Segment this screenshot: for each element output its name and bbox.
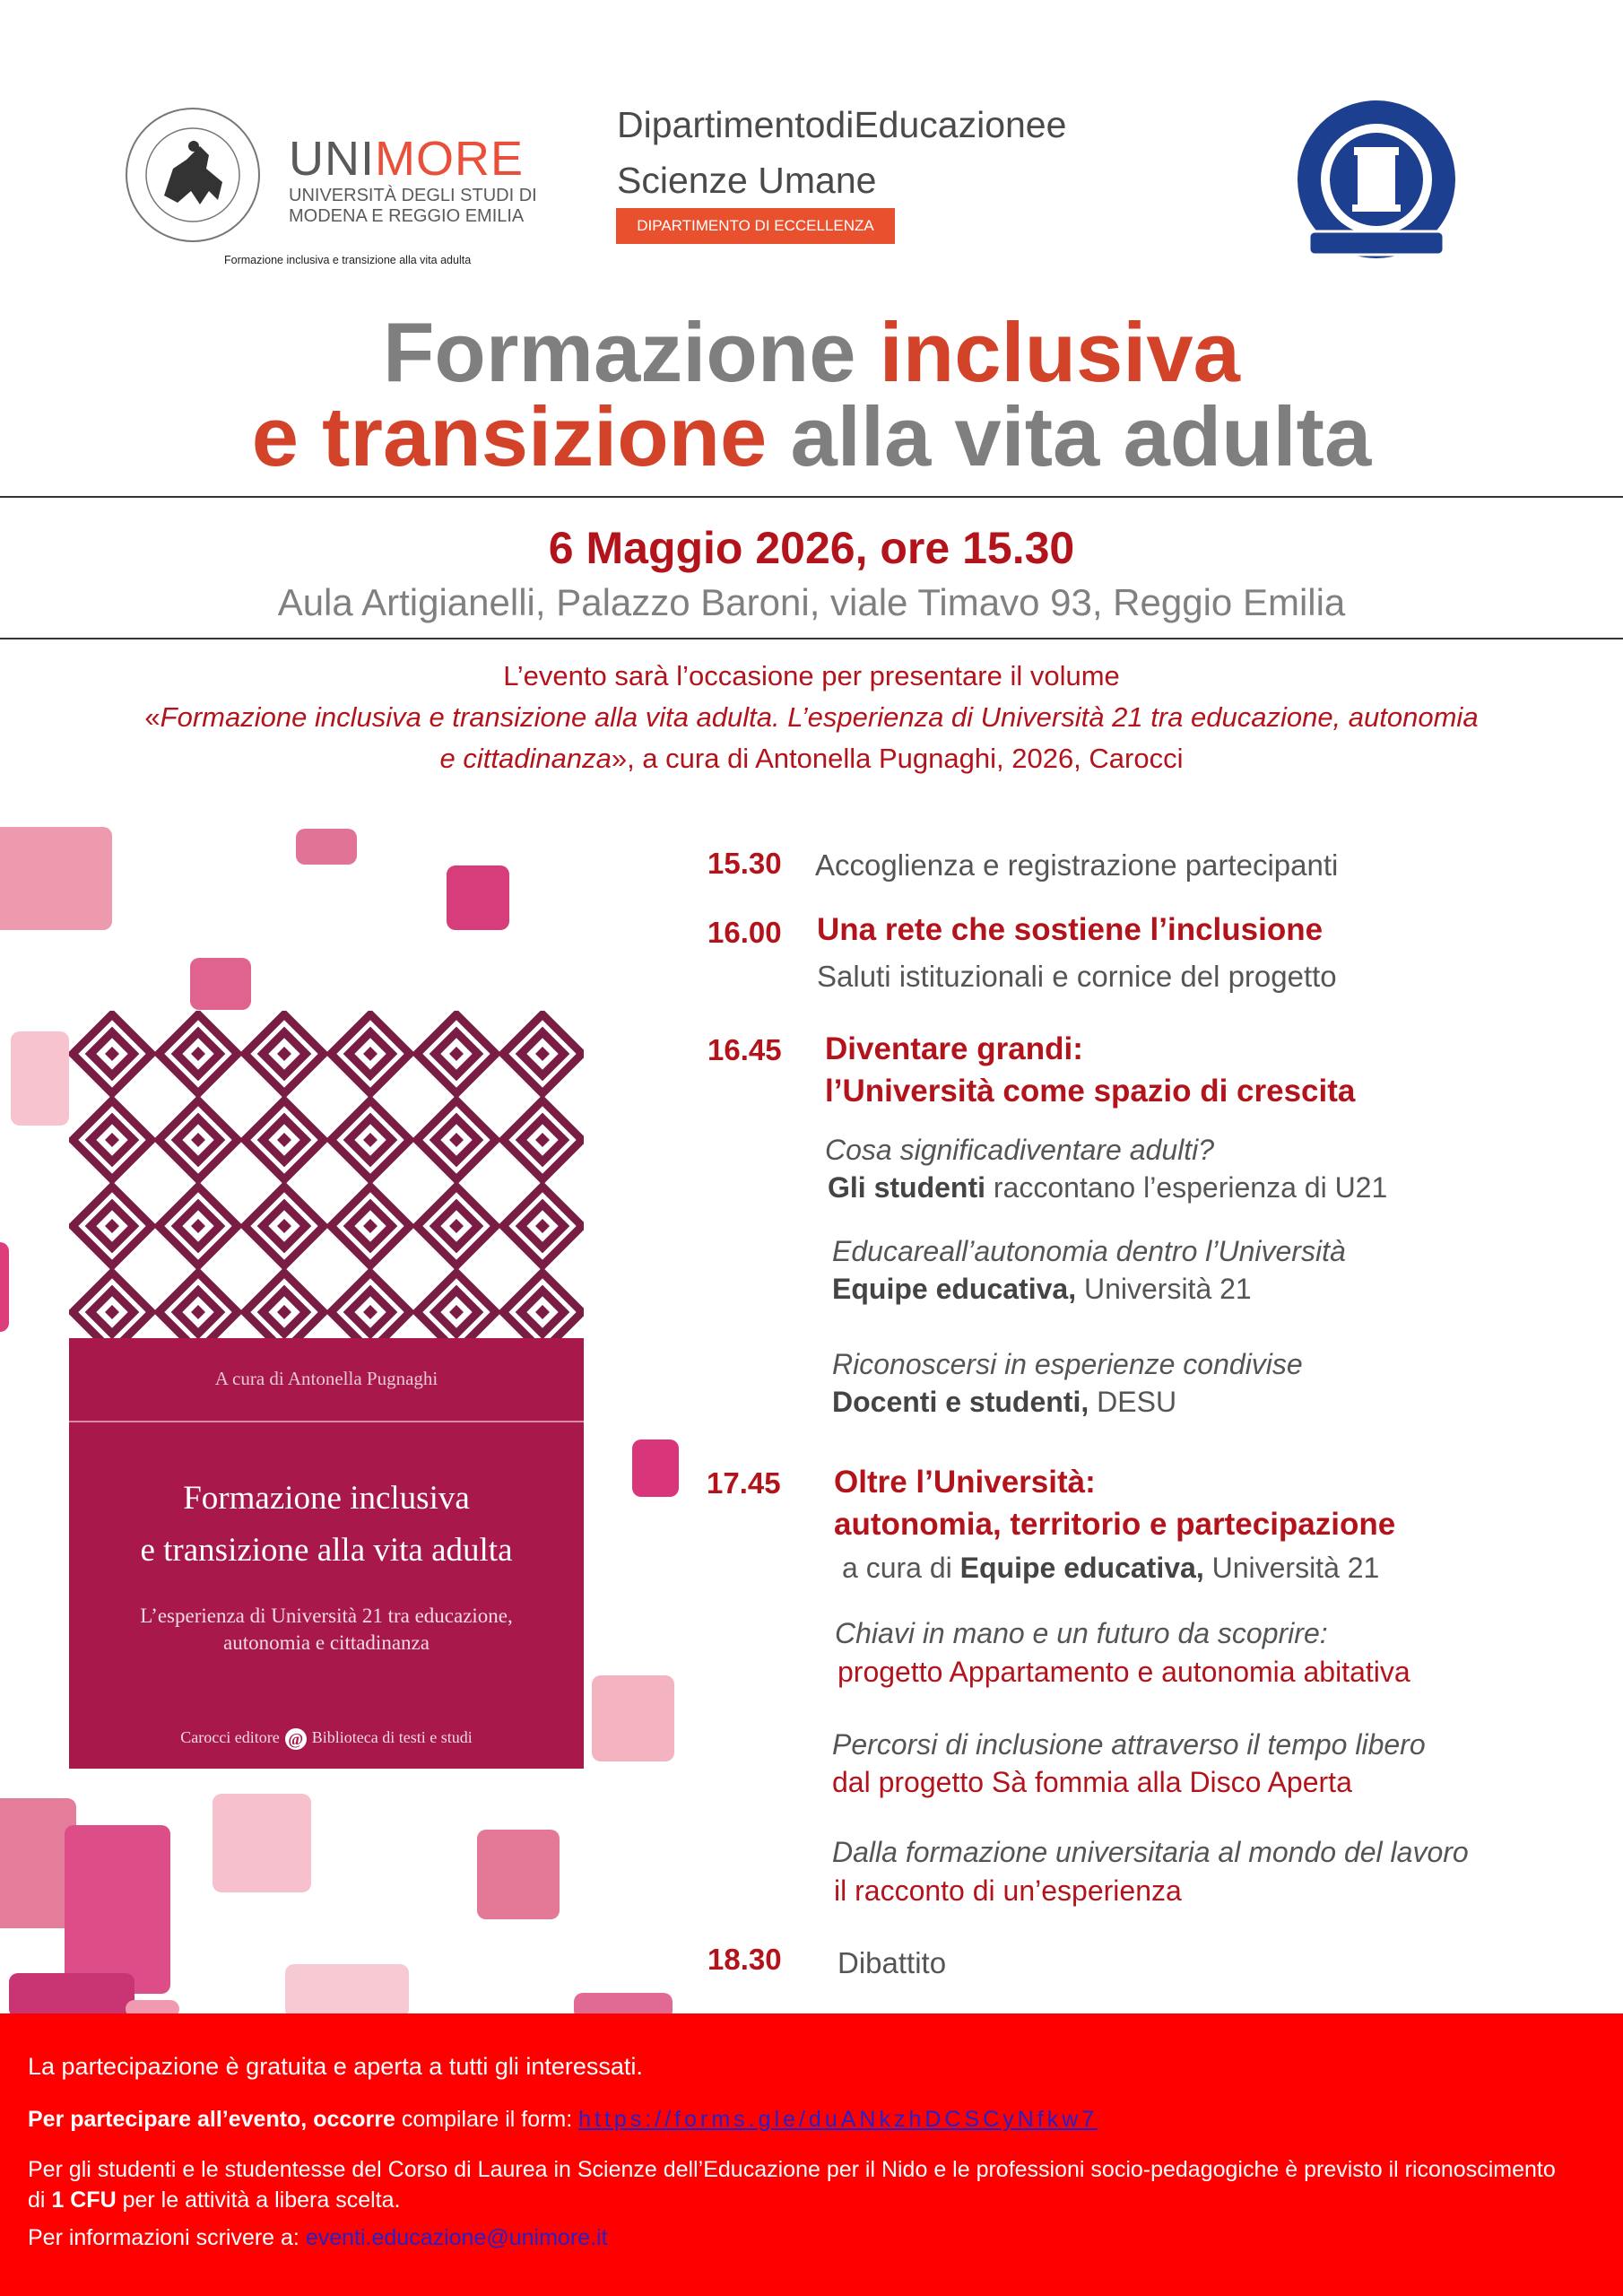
department-name-line-1: DipartimentodiEducazionee (617, 104, 1067, 145)
event-date: 6 Maggio 2026, ore 15.30 (548, 523, 1075, 573)
program-subitem-project: il racconto di un’esperienza (834, 1874, 1182, 1907)
event-title-line-1: Formazione inclusiva (383, 305, 1240, 399)
program-time: 17.45 (707, 1466, 781, 1500)
program-item-text: Accoglienza e registrazione partecipanti (815, 848, 1339, 882)
greek-key-pattern (69, 1011, 584, 1338)
book-cover (69, 1011, 584, 1769)
program-subitem-speaker: Equipe educativa, Università 21 (832, 1273, 1252, 1305)
book-title: Formazione inclusiva e transizione alla vita adulta (140, 1480, 513, 1569)
program-subitem-title: Dalla formazione universitaria al mondo del lavoro (832, 1836, 1469, 1868)
program-time: 16.45 (707, 1033, 782, 1066)
program-subitem-speaker: Docenti e studenti, DESU (832, 1386, 1177, 1418)
logo-caption: Formazione inclusiva e transizione alla vita adulta (224, 254, 472, 266)
program-subitem-speaker: Gli studenti raccontano l’esperienza di U21 (828, 1171, 1388, 1204)
contact-email-link[interactable]: eventi.educazione@unimore.it (305, 2225, 608, 2250)
divider-top (0, 496, 1623, 498)
unimore-subtitle: UNIVERSITÀ DEGLI STUDI DI MODENA E REGGIO EMILIA (289, 186, 537, 226)
program-item-heading: Oltre l’Università: autonomia, territorio e partecipazione (834, 1465, 1396, 1542)
program-item-text: Dibattito (838, 1946, 947, 1979)
program-item-heading: Diventare grandi: l’Università come spazio di crescita (825, 1031, 1356, 1109)
program-time: 18.30 (707, 1943, 782, 1976)
department-name-line-2: Scienze Umane (617, 160, 877, 201)
book-publisher: Carocci editore @ Biblioteca di testi e studi (180, 1728, 473, 1748)
program-subitem-project: progetto Appartamento e autonomia abitativa (838, 1656, 1410, 1688)
program-subitem-title: Riconoscersi in esperienze condivise (832, 1348, 1303, 1380)
program-subitem-project: dal progetto Sà fommia alla Disco Aperta (832, 1766, 1352, 1798)
event-title-line-2: e transizione alla vita adulta (251, 389, 1372, 483)
divider-bottom (0, 638, 1623, 639)
universita-21-logo (1291, 97, 1462, 267)
intro-book-reference: «Formazione inclusiva e transizione alla vita adulta. L’esperienza di Università 21 tra educazione, autonomia e cittadinanza», a cura di Antonella Pugnaghi, 2026, Carocci (144, 701, 1479, 774)
program-subitem-title: Percorsi di inclusione attraverso il tempo libero (832, 1728, 1426, 1761)
intro-line-1: L’evento sarà l’occasione per presentare il volume (503, 660, 1120, 691)
footer-contact: Per informazioni scrivere a: eventi.educazione@unimore.it (28, 2225, 608, 2250)
registration-form-link[interactable]: https://forms.gle/duANkzhDCSCyNfkw7 (578, 2107, 1098, 2132)
unimore-wordmark: UNIMORE (289, 132, 524, 186)
footer-registration: Per partecipare all’evento, occorre compilare il form: https://forms.gle/duANkzhDCSCyNfkw7 (28, 2107, 1098, 2132)
book-author: A cura di Antonella Pugnaghi (214, 1368, 438, 1389)
program-item-heading: Una rete che sostiene l’inclusione (817, 912, 1324, 947)
program-item-text: Saluti istituzionali e cornice del progetto (817, 960, 1337, 993)
event-venue: Aula Artigianelli, Palazzo Baroni, viale Timavo 93, Reggio Emilia (277, 581, 1346, 623)
book-subtitle: L’esperienza di Università 21 tra educazione, autonomia e cittadinanza (140, 1605, 513, 1654)
department-excellence-badge: DIPARTIMENTO DI ECCELLENZA (616, 208, 895, 244)
program-time: 15.30 (707, 847, 782, 880)
program-subitem-title: Cosa significadiventare adulti? (825, 1134, 1215, 1166)
program-item-curator: a cura di Equipe educativa, Università 21 (842, 1552, 1380, 1584)
book-divider (69, 1421, 584, 1422)
publisher-logo-icon: @ (285, 1728, 307, 1750)
program-time: 16.00 (707, 916, 782, 949)
program-subitem-title: Chiavi in mano e un futuro da scoprire: (835, 1617, 1328, 1649)
footer-free-participation: La partecipazione è gratuita e aperta a tutti gli interessati. (28, 2053, 643, 2080)
footer-cfu-info: Per gli studenti e le studentesse del Corso di Laurea in Scienze dell’Educazione per il Nido e le professioni socio-pedagogiche è previsto il riconoscimento di 1 CFU per le attività a libera scelta. (28, 2157, 1556, 2213)
unimore-seal-logo (124, 106, 263, 245)
program-subitem-title: Educareall’autonomia dentro l’Università (832, 1235, 1346, 1267)
